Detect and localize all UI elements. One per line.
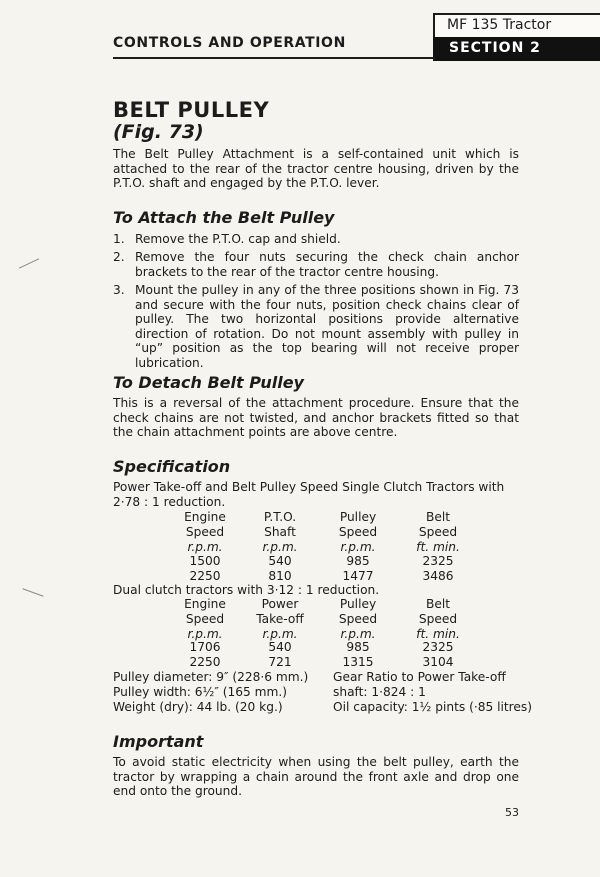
page-title: BELT PULLEY (113, 98, 270, 122)
specification-heading: Specification (113, 457, 231, 476)
gear-ratio: Gear Ratio to Power Take-off (333, 670, 506, 684)
table-cell: 2325 (422, 554, 454, 568)
table-unit: r.p.m. (262, 627, 298, 641)
table-cell: 721 (268, 655, 292, 669)
table-unit: ft. min. (416, 627, 460, 641)
step-text: Remove the four nuts securing the check chain anchor brackets to the rear of the tractor centre housing. (135, 250, 519, 279)
table-cell: 2250 (189, 569, 221, 583)
table-header: P.T.O. Shaft (263, 510, 297, 539)
table-unit: r.p.m. (340, 627, 376, 641)
spec-intro-line: Power Take-off and Belt Pulley Speed Single Clutch Tractors with (113, 480, 505, 494)
table-cell: 1500 (189, 554, 221, 568)
oil-capacity: Oil capacity: 1½ pints (·85 litres) (333, 700, 532, 714)
figure-reference: (Fig. 73) (113, 121, 204, 143)
step-text: Remove the P.T.O. cap and shield. (135, 232, 341, 246)
detach-paragraph: This is a reversal of the attachment procedure. Ensure that the check chains are not twisted, and anchor brackets fitted so that the chain attachment points are above centre. (113, 396, 519, 440)
table-cell: 1315 (342, 655, 374, 669)
table-header: Power Take-off (256, 597, 304, 626)
model-label: MF 135 Tractor (447, 17, 552, 33)
important-paragraph: To avoid static electricity when using the belt pulley, earth the tractor by wrapping a chain around the front axle and drop one end onto the ground. (113, 755, 519, 799)
table-cell: 3486 (422, 569, 454, 583)
pulley-width: Pulley width: 6½″ (165 mm.) (113, 685, 288, 699)
table-unit: r.p.m. (262, 540, 298, 554)
table-header: Engine Speed (184, 597, 226, 626)
table-cell: 3104 (422, 655, 454, 669)
table-cell: 540 (268, 640, 292, 654)
table-cell: 1477 (342, 569, 374, 583)
step-number: 1. (113, 232, 125, 246)
step-text: Mount the pulley in any of the three positions shown in Fig. 73 and secure with the four nuts, position check chains clear of pulley. The two horizontal positions provide alternative direction of rotation. Do not mount assembly with pulley in “up” position as the top bearing will not receive proper lubrication. (135, 283, 519, 370)
table-cell: 985 (346, 554, 370, 568)
gear-ratio-shaft: shaft: 1·824 : 1 (333, 685, 426, 699)
table-unit: ft. min. (416, 540, 460, 554)
spec-intro-line: 2·78 : 1 reduction. (113, 495, 226, 509)
table-cell: 2250 (189, 655, 221, 669)
attach-heading: To Attach the Belt Pulley (113, 208, 335, 227)
table-header: Pulley Speed (338, 597, 378, 626)
pulley-weight: Weight (dry): 44 lb. (20 kg.) (113, 700, 283, 714)
table-cell: 985 (346, 640, 370, 654)
table-header: Belt Speed (418, 510, 458, 539)
table-header: Engine Speed (184, 510, 226, 539)
step-number: 3. (113, 283, 125, 297)
detach-heading: To Detach Belt Pulley (113, 373, 304, 392)
margin-mark (19, 258, 39, 268)
page-number: 53 (505, 806, 519, 819)
intro-paragraph: The Belt Pulley Attachment is a self-contained unit which is attached to the rear of the tractor centre housing, driven by the P.T.O. shaft and engaged by the P.T.O. lever. (113, 147, 519, 191)
table-unit: r.p.m. (340, 540, 376, 554)
pulley-diameter: Pulley diameter: 9″ (228·6 mm.) (113, 670, 309, 684)
table-cell: 1706 (189, 640, 221, 654)
section-badge (433, 37, 600, 61)
table-header: Belt Speed (418, 597, 458, 626)
table-unit: r.p.m. (187, 540, 223, 554)
header-rule (113, 57, 435, 59)
table-unit: r.p.m. (187, 627, 223, 641)
table-header: Pulley Speed (338, 510, 378, 539)
dual-clutch-line: Dual clutch tractors with 3·12 : 1 reduction. (113, 583, 380, 597)
table-cell: 540 (268, 554, 292, 568)
important-heading: Important (113, 732, 204, 751)
margin-mark (22, 588, 43, 596)
chapter-title: CONTROLS AND OPERATION (113, 35, 346, 51)
table-cell: 2325 (422, 640, 454, 654)
section-label: SECTION 2 (449, 40, 541, 56)
step-number: 2. (113, 250, 125, 264)
table-cell: 810 (268, 569, 292, 583)
model-label-box (433, 13, 600, 39)
